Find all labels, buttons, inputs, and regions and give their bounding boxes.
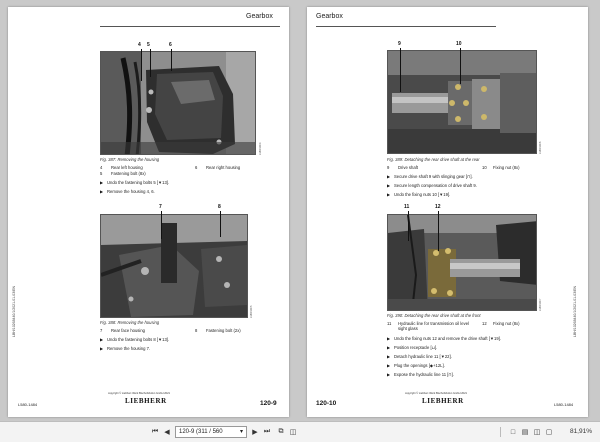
page-dropdown-arrow-icon[interactable]: ▾	[239, 429, 243, 435]
step-text: Secure length compensation of drive shaft 9.	[394, 183, 477, 188]
legend-text: Fixing nut (8x)	[493, 165, 520, 170]
step-text: Remove the housing 4, 6.	[107, 189, 155, 194]
step-text: Position receptacle [⊔].	[394, 345, 438, 350]
previous-page-button[interactable]: ◀	[164, 429, 170, 436]
right-header-rule	[316, 26, 496, 27]
step-text: Plug the openings [◆+12L].	[394, 363, 445, 368]
leader-line	[408, 211, 409, 241]
step-text: Undo the fastening bolts 8 [▼13].	[107, 337, 170, 342]
callout-8: 8	[218, 204, 221, 210]
left-header-title: Gearbox	[246, 13, 273, 20]
footer-doc-ref: L580-1484	[554, 402, 574, 407]
footer-copyright: copyright © Liebherr-Werk Bischofshofen GmbH 2021	[108, 392, 170, 395]
footer-doc-ref: L580-1484	[18, 402, 38, 407]
document-side-code: LBH/10268440/1/2021-01-03/EN	[573, 286, 577, 337]
step-bullet-icon: ▶	[100, 189, 104, 194]
legend-text: Drive shaft	[398, 165, 419, 170]
step-text: Remove the housing 7.	[107, 346, 151, 351]
leader-line	[171, 49, 172, 71]
step-bullet-icon: ▶	[387, 336, 391, 341]
legend-text: Rear face housing	[111, 328, 145, 333]
page-layout-icon[interactable]: ◫	[289, 429, 297, 436]
step-bullet-icon: ▶	[100, 346, 104, 351]
legend-num: 5	[100, 171, 103, 176]
callout-6: 6	[169, 42, 172, 48]
step-bullet-icon: ▶	[387, 174, 391, 179]
liebherr-logo: LIEBHERR	[125, 397, 167, 405]
copy-icon[interactable]: ⧉	[278, 428, 284, 435]
callout-4: 4	[138, 42, 141, 48]
photo-code: LM0190F6	[539, 141, 542, 154]
step-bullet-icon: ▶	[100, 337, 104, 342]
callout-12: 12	[435, 204, 441, 210]
step-text: Secure drive shaft 9 with slinging gear [⊓].	[394, 174, 473, 179]
viewer-toolbar	[0, 421, 600, 442]
fit-page-icon[interactable]: □	[510, 428, 516, 436]
figure-caption: Fig. 387: Removing the housing	[100, 157, 160, 162]
legend-num: 7	[100, 328, 103, 333]
right-header-title: Gearbox	[316, 13, 343, 20]
step-bullet-icon: ▶	[387, 345, 391, 350]
leader-line	[161, 211, 162, 239]
legend-num: 11	[387, 321, 392, 326]
left-page	[8, 7, 289, 417]
callout-11: 11	[404, 204, 410, 210]
legend-num: 10	[482, 165, 487, 170]
step-bullet-icon: ▶	[387, 372, 391, 377]
toolbar-separator	[500, 427, 501, 437]
document-side-code: LBH/10268440/1/2021-01-03/EN	[12, 286, 16, 337]
leader-line	[141, 49, 142, 81]
callout-9: 9	[398, 41, 401, 47]
legend-text: Rear right housing	[206, 165, 241, 170]
right-page	[307, 7, 588, 417]
legend-text: Fastening bolt (8x)	[111, 171, 146, 176]
legend-num: 8	[195, 328, 198, 333]
leader-line	[438, 211, 439, 251]
single-page-icon[interactable]: ▢	[545, 429, 553, 436]
left-header-rule	[100, 26, 280, 27]
photo-removing-housing-rear	[100, 51, 256, 155]
legend-num: 4	[100, 165, 103, 170]
photo-drive-shaft-front	[387, 214, 537, 311]
legend-text: Rear left housing	[111, 165, 143, 170]
footer-copyright: copyright © Liebherr-Werk Bischofshofen GmbH 2021	[405, 392, 467, 395]
photo-code: LM0190F7	[539, 298, 542, 311]
fit-width-icon[interactable]: ▤	[521, 429, 529, 436]
leader-line	[460, 48, 461, 84]
page-number-input[interactable]	[175, 426, 247, 438]
first-page-button[interactable]: ⏮	[151, 428, 159, 435]
next-page-button[interactable]: ▶	[252, 429, 258, 436]
callout-5: 5	[147, 42, 150, 48]
step-bullet-icon: ▶	[387, 192, 391, 197]
callout-10: 10	[456, 41, 462, 47]
legend-text: Fixing nut (8x)	[493, 321, 520, 326]
leader-line	[150, 49, 151, 77]
zoom-level[interactable]: 81,91%	[569, 428, 592, 435]
leader-line	[220, 211, 221, 237]
page-number-value: 120-9 (311 / 560	[179, 429, 223, 435]
page-number: 120-10	[316, 400, 337, 407]
figure-caption: Fig. 389: Detaching the rear drive shaft at the rear	[387, 157, 480, 162]
leader-line	[400, 48, 401, 92]
step-bullet-icon: ▶	[387, 354, 391, 359]
photo-removing-housing-face	[100, 214, 248, 318]
step-bullet-icon: ▶	[100, 180, 104, 185]
liebherr-logo: LIEBHERR	[422, 397, 464, 405]
legend-num: 9	[387, 165, 390, 170]
last-page-button[interactable]: ⏭	[263, 428, 271, 435]
legend-text: Hydraulic line for transmission oil level sight glass	[398, 321, 469, 331]
legend-num: 12	[482, 321, 487, 326]
photo-drive-shaft-rear	[387, 50, 537, 154]
step-text: Undo the fixing nuts 12 and remove the drive shaft [▼19].	[394, 336, 502, 341]
legend-num: 6	[195, 165, 198, 170]
step-bullet-icon: ▶	[387, 183, 391, 188]
figure-caption: Fig. 388: Removing the housing	[100, 320, 160, 325]
step-text: Undo the fixing nuts 10 [▼19].	[394, 192, 451, 197]
two-page-icon[interactable]: ◫	[533, 429, 541, 436]
photo-code: LM0190F5	[250, 305, 253, 318]
step-bullet-icon: ▶	[387, 363, 391, 368]
photo-code: LM0190F4	[259, 142, 262, 155]
step-text: Undo the fastening bolts 5 [▼13].	[107, 180, 170, 185]
step-text: Expose the hydraulic line 11 [⊓].	[394, 372, 454, 377]
page-number: 120-9	[260, 400, 277, 407]
figure-caption: Fig. 390: Detaching the rear drive shaft at the front	[387, 313, 481, 318]
callout-7: 7	[159, 204, 162, 210]
step-text: Detach hydraulic line 11 [▼22].	[394, 354, 452, 359]
legend-text: Fastening bolt (2x)	[206, 328, 241, 333]
